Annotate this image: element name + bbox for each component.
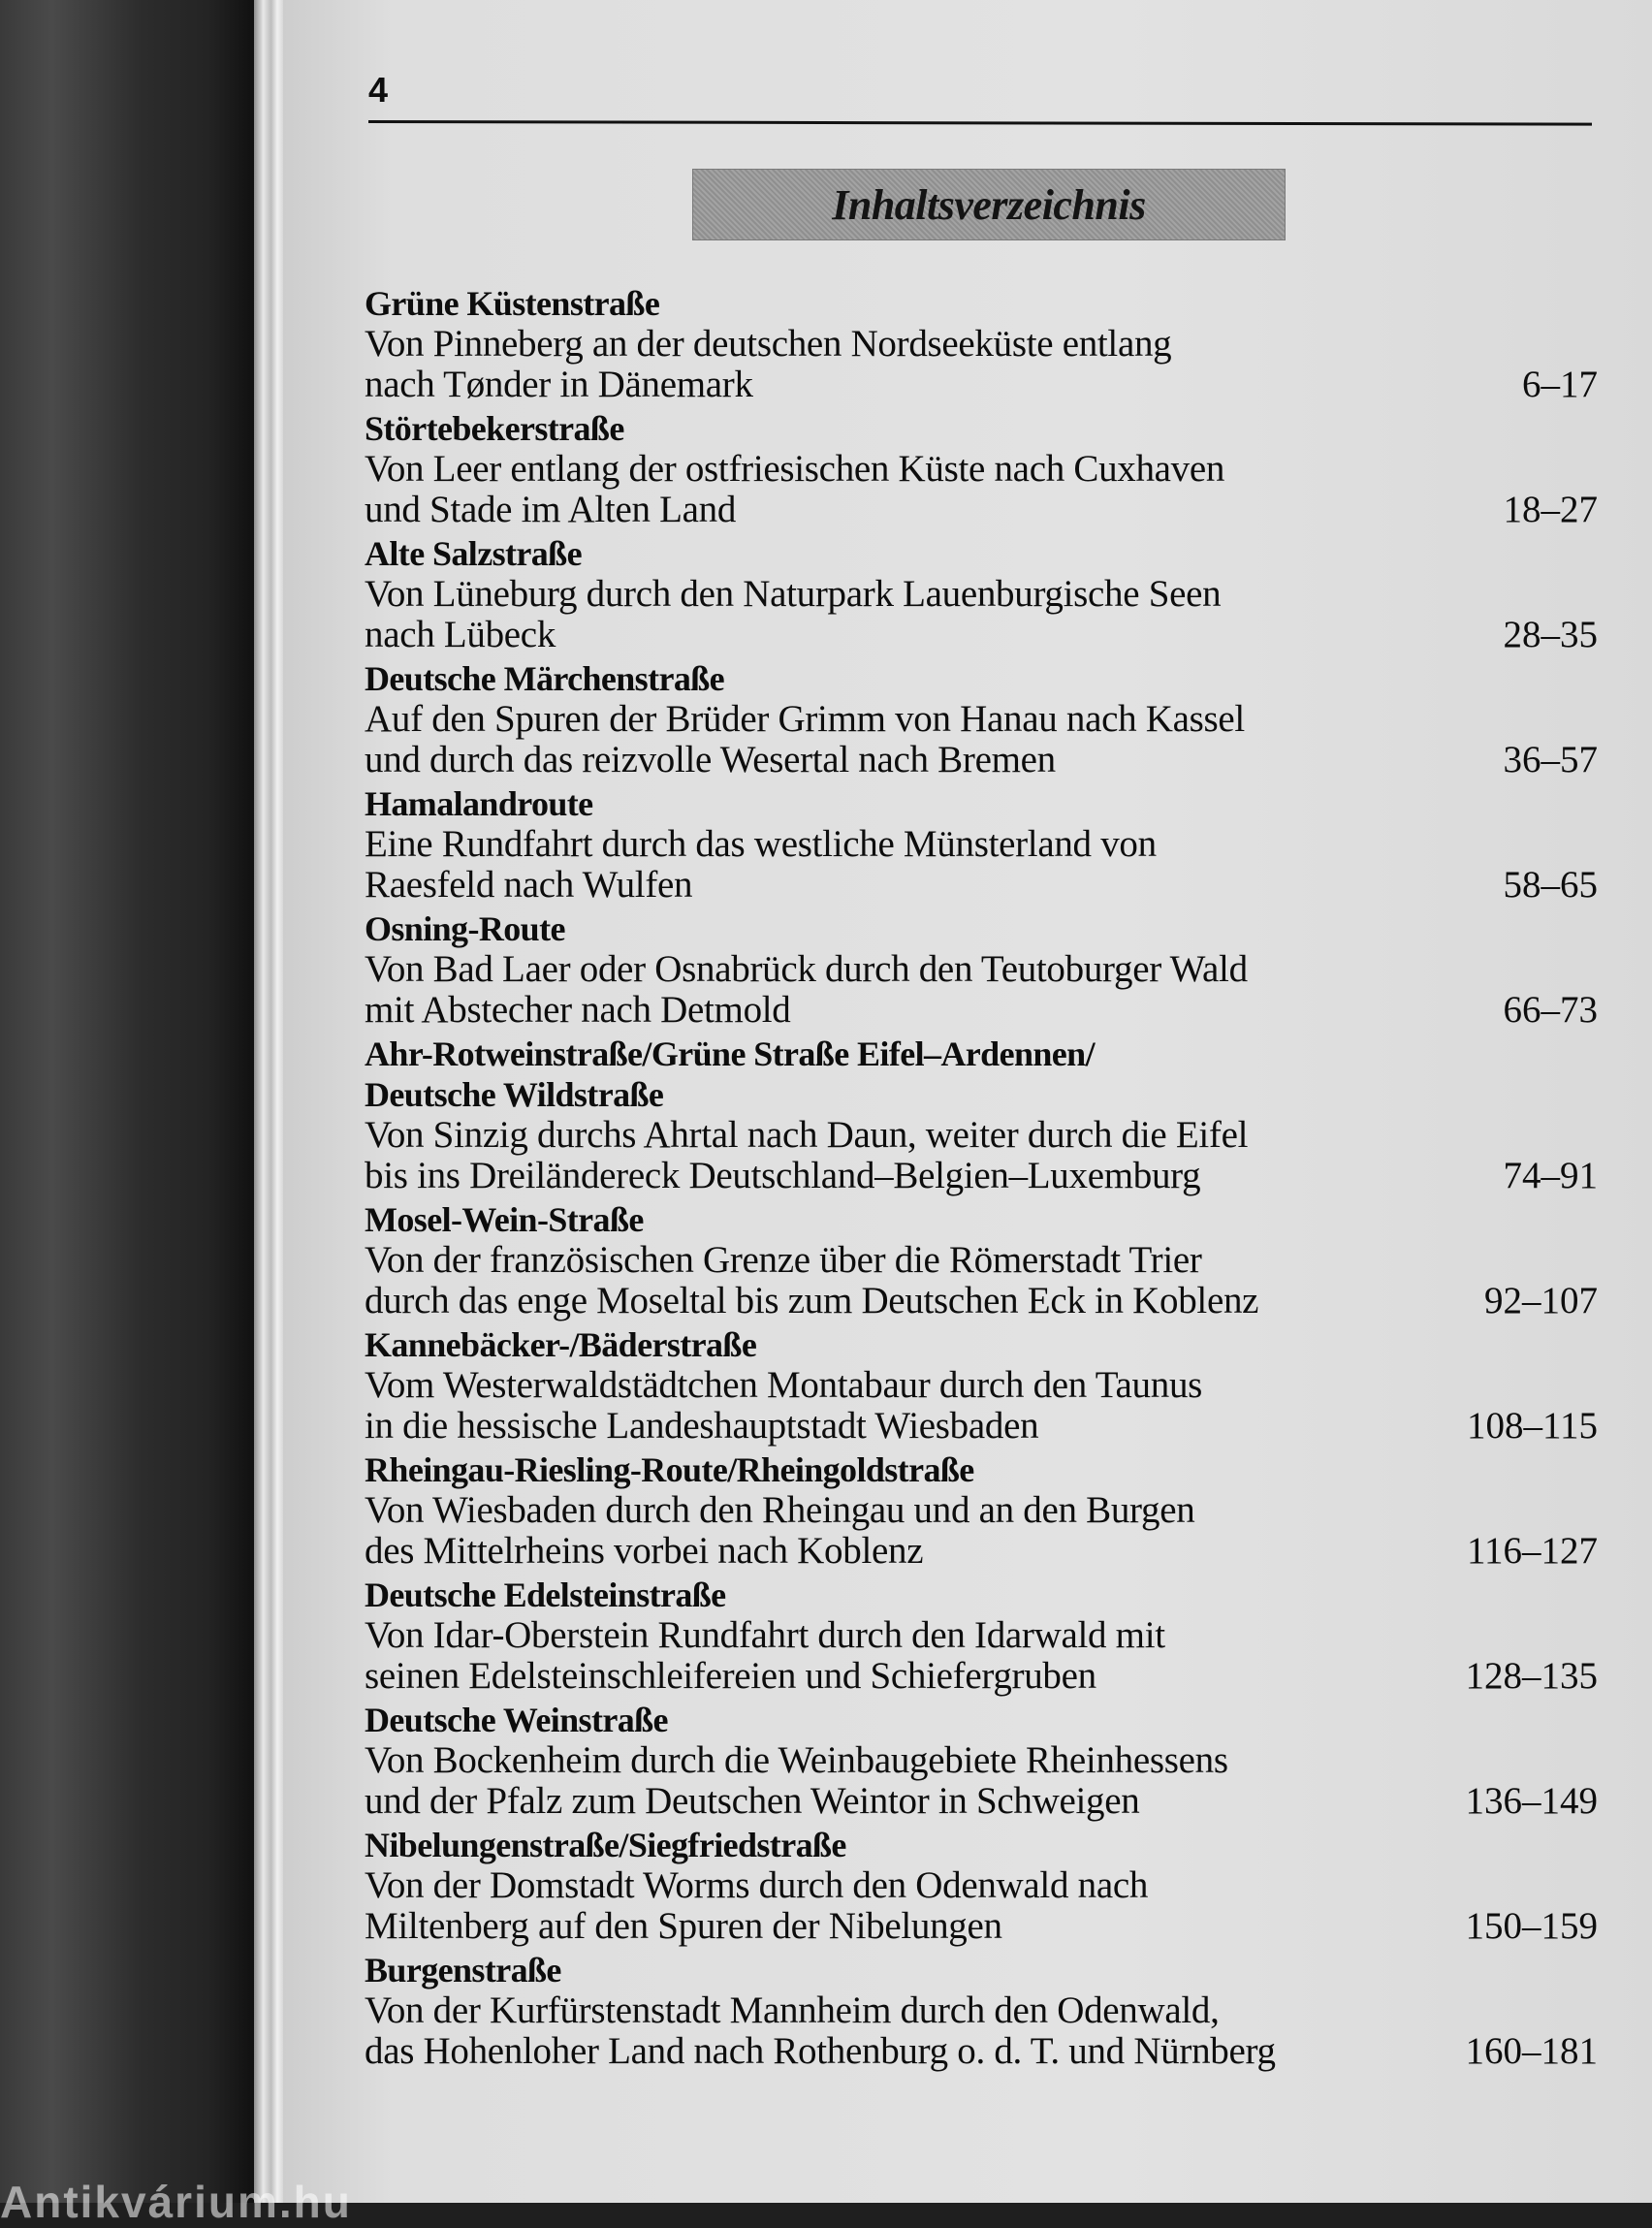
toc-entry (365, 1575, 1602, 1697)
toc-entry-description: mit Abstecher nach Detmold (365, 989, 791, 1031)
toc-entry-pages: 150–159 (1465, 1905, 1598, 1947)
toc-entry-title: Hamalandroute (365, 784, 593, 823)
toc-entry (365, 1950, 1602, 2072)
toc-entry-description: Eine Rundfahrt durch das westliche Münsterland von (365, 823, 1157, 865)
toc-entry-pages: 58–65 (1503, 864, 1598, 906)
toc-entry-description: Von Sinzig durchs Ahrtal nach Daun, weiter durch die Eifel (365, 1114, 1249, 1156)
toc-entry (365, 283, 1602, 405)
toc-entry-pages: 28–35 (1503, 614, 1598, 655)
book-spine-shadow (0, 0, 260, 2203)
toc-entry-description: in die hessische Landeshauptstadt Wiesbaden (365, 1405, 1039, 1447)
toc-entry (365, 1449, 1602, 1572)
toc-entry (365, 908, 1602, 1031)
toc-entry-title: Mosel-Wein-Straße (365, 1200, 644, 1239)
toc-entry-description: Von Idar-Oberstein Rundfahrt durch den Idarwald mit (365, 1614, 1165, 1656)
toc-entry-pages: 116–127 (1466, 1530, 1598, 1572)
toc-entry-description: nach Tønder in Dänemark (365, 364, 753, 405)
toc-entry-title-continued: Deutsche Wildstraße (365, 1075, 664, 1114)
toc-entry (365, 533, 1602, 655)
page-number: 4 (368, 70, 389, 110)
toc-entry-pages: 92–107 (1484, 1280, 1598, 1321)
toc-entry-title: Osning-Route (365, 909, 565, 948)
toc-entry (365, 658, 1602, 780)
toc-entry-description: Von der französischen Grenze über die Römerstadt Trier (365, 1239, 1202, 1281)
toc-entry-description: bis ins Dreiländereck Deutschland–Belgien–Luxemburg (365, 1155, 1201, 1196)
toc-entry-description: Vom Westerwaldstädtchen Montabaur durch den Taunus (365, 1364, 1203, 1406)
toc-entry-description: Raesfeld nach Wulfen (365, 864, 693, 906)
toc-entry (365, 1700, 1602, 1822)
toc-entry-pages: 66–73 (1503, 989, 1598, 1031)
toc-entry-description: Von Wiesbaden durch den Rheingau und an den Burgen (365, 1489, 1195, 1531)
header-rule (368, 120, 1592, 126)
toc-entry-pages: 160–181 (1465, 2030, 1598, 2072)
toc-entry-description: Miltenberg auf den Spuren der Nibelungen (365, 1905, 1002, 1947)
toc-entry-description: seinen Edelsteinschleifereien und Schiefergruben (365, 1655, 1096, 1697)
toc-entry-pages: 74–91 (1503, 1155, 1598, 1196)
toc-entry-description: und Stade im Alten Land (365, 489, 737, 530)
toc-entry-title: Grüne Küstenstraße (365, 284, 660, 323)
toc-entry-description: Von der Kurfürstenstadt Mannheim durch den Odenwald, (365, 1989, 1220, 2031)
toc-entry (365, 1034, 1602, 1196)
toc-entry-title: Nibelungenstraße/Siegfriedstraße (365, 1826, 846, 1864)
toc-entry-title: Rheingau-Riesling-Route/Rheingoldstraße (365, 1450, 974, 1489)
toc-entry-pages: 136–149 (1465, 1780, 1598, 1822)
toc-entry (365, 1199, 1602, 1321)
toc-entry-pages: 18–27 (1503, 489, 1598, 530)
heading-banner (692, 169, 1286, 240)
table-of-contents (365, 283, 1602, 2075)
toc-entry-title: Ahr-Rotweinstraße/Grüne Straße Eifel–Ardennen/ (365, 1034, 1096, 1073)
toc-entry-pages: 6–17 (1522, 364, 1598, 405)
toc-entry-pages: 128–135 (1465, 1655, 1598, 1697)
toc-entry-description: Von Pinneberg an der deutschen Nordseeküste entlang (365, 323, 1172, 365)
toc-entry-description: das Hohenloher Land nach Rothenburg o. d. T. und Nürnberg (365, 2030, 1276, 2072)
toc-entry-title: Burgenstraße (365, 1951, 561, 1989)
toc-entry-title: Deutsche Edelsteinstraße (365, 1576, 726, 1614)
page-heading: Inhaltsverzeichnis (832, 180, 1146, 229)
toc-entry-description: Von Lüneburg durch den Naturpark Lauenburgische Seen (365, 573, 1222, 615)
toc-entry-description: und der Pfalz zum Deutschen Weintor in Schweigen (365, 1780, 1140, 1822)
page-gutter (254, 0, 285, 2203)
toc-entry-pages: 36–57 (1503, 739, 1598, 780)
toc-entry-description: Von der Domstadt Worms durch den Odenwald nach (365, 1864, 1149, 1906)
toc-entry-description: des Mittelrheins vorbei nach Koblenz (365, 1530, 924, 1572)
toc-entry (365, 408, 1602, 530)
toc-entry-title: Deutsche Märchenstraße (365, 659, 725, 698)
toc-entry-description: Auf den Spuren der Brüder Grimm von Hanau nach Kassel (365, 698, 1245, 740)
toc-entry-description: und durch das reizvolle Wesertal nach Bremen (365, 739, 1056, 780)
toc-entry (365, 1825, 1602, 1947)
toc-entry-description: Von Bockenheim durch die Weinbaugebiete Rheinhessens (365, 1739, 1228, 1781)
watermark-text: Antikvárium.hu (0, 2177, 352, 2227)
toc-entry-description: Von Bad Laer oder Osnabrück durch den Teutoburger Wald (365, 948, 1248, 990)
toc-entry (365, 1324, 1602, 1447)
toc-entry-title: Alte Salzstraße (365, 534, 582, 573)
toc-entry-description: Von Leer entlang der ostfriesischen Küste nach Cuxhaven (365, 448, 1225, 490)
toc-entry-description: nach Lübeck (365, 614, 556, 655)
toc-entry-title: Kannebäcker-/Bäderstraße (365, 1325, 757, 1364)
toc-entry-description: durch das enge Moseltal bis zum Deutschen Eck in Koblenz (365, 1280, 1259, 1321)
toc-entry (365, 783, 1602, 906)
toc-entry-title: Deutsche Weinstraße (365, 1701, 668, 1739)
toc-entry-pages: 108–115 (1466, 1405, 1598, 1447)
book-page (283, 0, 1652, 2203)
toc-entry-title: Störtebekerstraße (365, 409, 624, 448)
